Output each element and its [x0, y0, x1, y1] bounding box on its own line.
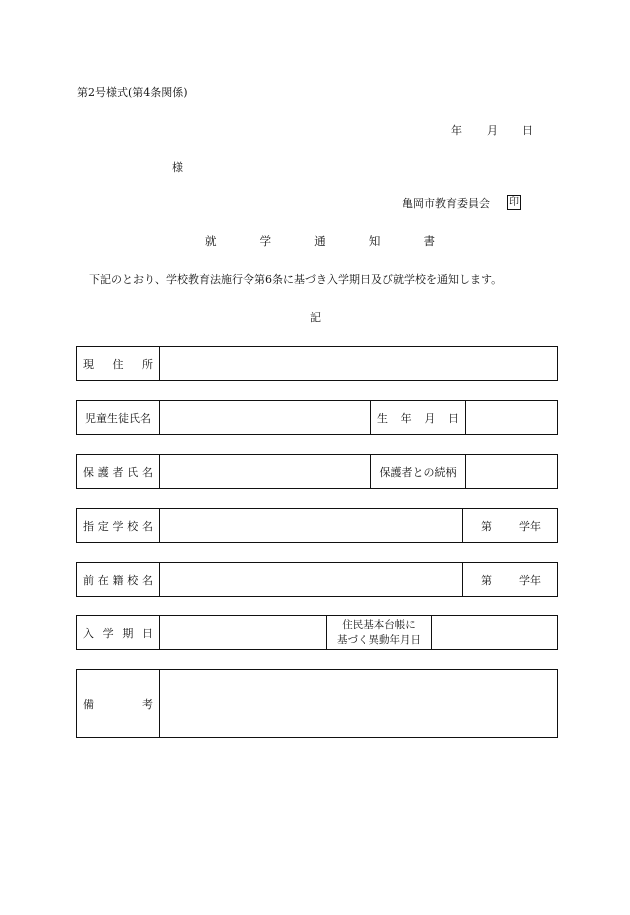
grade-suffix: 学年	[519, 519, 541, 533]
date-month-label: 月	[487, 124, 498, 137]
remarks-label	[77, 670, 160, 738]
form-code: 第2号様式(第4条関係)	[77, 86, 188, 99]
birthdate-label-char: 生	[377, 411, 388, 425]
grade-prefix: 第	[481, 519, 492, 533]
designated-school-label-char: 校	[127, 519, 139, 533]
designated-school-row	[76, 508, 558, 543]
address-label-char: 住	[112, 357, 124, 371]
designated-school-field[interactable]	[160, 509, 463, 543]
previous-school-label-char: 籍	[112, 573, 124, 587]
birthdate-label-char: 日	[447, 411, 459, 425]
previous-school-label	[77, 563, 160, 597]
previous-school-label-char: 校	[127, 573, 139, 587]
guardian-label-char: 者	[112, 465, 124, 479]
date-year-label: 年	[451, 124, 462, 137]
document-title	[205, 236, 435, 248]
grade-suffix: 学年	[519, 573, 541, 587]
ki-heading: 記	[310, 311, 321, 324]
designated-school-label	[77, 509, 160, 543]
previous-school-label-char: 前	[83, 573, 94, 587]
registry-change-field[interactable]	[432, 616, 558, 650]
birthdate-field[interactable]	[466, 401, 558, 435]
registry-change-label	[327, 616, 432, 650]
designated-school-label-char: 学	[112, 519, 124, 533]
guardian-label-char: 名	[142, 465, 153, 479]
grade-prefix: 第	[481, 573, 492, 587]
enrollment-row	[76, 615, 558, 650]
seal-stamp: 印	[509, 197, 519, 208]
remarks-row	[76, 669, 558, 738]
enrollment-label-char: 日	[141, 626, 153, 640]
previous-school-label-char: 在	[97, 573, 109, 587]
student-row	[76, 400, 558, 435]
issuer-name: 亀岡市教育委員会	[402, 197, 490, 210]
address-label-char: 所	[142, 357, 153, 371]
title-char: 知	[368, 234, 381, 248]
previous-school-label-char: 名	[142, 573, 153, 587]
remarks-label-char: 備	[83, 697, 94, 711]
title-char: 学	[259, 234, 272, 248]
title-char: 書	[423, 234, 435, 248]
enrollment-label-char: 期	[122, 626, 134, 640]
registry-label-line2: 基づく異動年月日	[337, 633, 421, 646]
guardian-label-char: 護	[97, 465, 109, 479]
date-day-label: 日	[522, 124, 533, 137]
address-field[interactable]	[160, 347, 558, 381]
designated-school-label-char: 定	[97, 519, 109, 533]
student-name-field[interactable]	[160, 401, 371, 435]
registry-label-line1: 住民基本台帳に	[342, 618, 416, 631]
guardian-row	[76, 454, 558, 489]
address-label	[77, 347, 160, 381]
relationship-field[interactable]	[466, 455, 558, 489]
title-char: 就	[205, 234, 217, 248]
guardian-label-char: 保	[83, 465, 94, 479]
guardian-label-char: 氏	[127, 465, 139, 479]
previous-school-row	[76, 562, 558, 597]
previous-school-field[interactable]	[160, 563, 463, 597]
enrollment-date-field[interactable]	[160, 616, 327, 650]
remarks-field[interactable]	[160, 670, 558, 738]
enrollment-date-label	[77, 616, 160, 650]
previous-grade-field[interactable]	[463, 563, 558, 597]
addressee-suffix: 様	[172, 161, 183, 174]
intro-text: 下記のとおり、学校教育法施行令第6条に基づき入学期日及び就学校を通知します。	[89, 273, 503, 286]
designated-school-label-char: 名	[142, 519, 153, 533]
designated-school-label-char: 指	[83, 519, 94, 533]
birthdate-label-char: 月	[424, 411, 436, 425]
birthdate-label-char: 年	[400, 411, 412, 425]
relationship-label: 保護者との続柄	[371, 455, 466, 489]
title-char: 通	[314, 234, 326, 248]
enrollment-label-char: 学	[102, 626, 114, 640]
guardian-name-field[interactable]	[160, 455, 371, 489]
remarks-label-char: 考	[142, 697, 153, 711]
student-name-label: 児童生徒氏名	[77, 401, 160, 435]
address-label-char: 現	[83, 357, 94, 371]
birthdate-label	[371, 401, 466, 435]
designated-grade-field[interactable]	[463, 509, 558, 543]
enrollment-label-char: 入	[83, 626, 94, 640]
guardian-name-label	[77, 455, 160, 489]
address-row	[76, 346, 558, 381]
